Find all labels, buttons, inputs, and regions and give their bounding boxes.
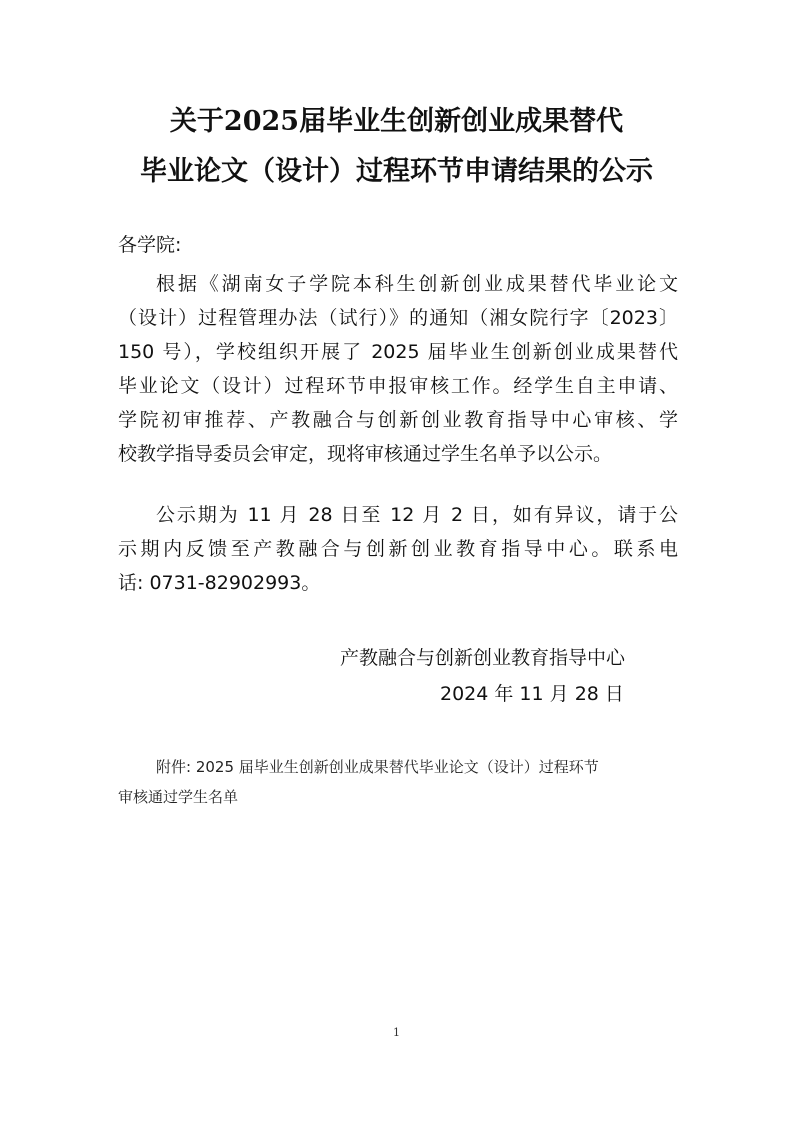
paragraph-2-line: 公示期为 11 月 28 日至 12 月 2 日，如有异议，请于公 [156, 504, 678, 526]
attachment-line: 审核通过学生名单 [118, 788, 239, 806]
document-title-line-1: 关于2025届毕业生创新创业成果替代 [169, 106, 624, 137]
document-title-line-2: 毕业论文（设计）过程环节申请结果的公示 [140, 156, 653, 187]
attachment-note [118, 752, 678, 812]
paragraph-1-line: 根据《湖南女子学院本科生创新创业成果替代毕业论文 [156, 273, 678, 295]
paragraph-2-line: 示期内反馈至产教融合与创新创业教育指导中心。联系电 [118, 538, 678, 560]
paragraph-1-line: 学院初审推荐、产教融合与创新创业教育指导中心审核、学 [118, 409, 678, 431]
page-number: 1 [393, 1026, 400, 1039]
signature-block [340, 640, 670, 712]
paragraph-1-line: 校教学指导委员会审定，现将审核通过学生名单予以公示。 [118, 443, 613, 465]
paragraph-2-line: 话: 0731-82902993。 [118, 572, 321, 594]
paragraph-1-line: 毕业论文（设计）过程环节申报审核工作。经学生自主申请、 [118, 375, 678, 397]
salutation: 各学院: [118, 234, 182, 256]
signature-organization: 产教融合与创新创业教育指导中心 [340, 647, 626, 669]
paragraph-1 [118, 267, 678, 471]
paragraph-2 [118, 498, 678, 600]
paragraph-1-line: 150 号），学校组织开展了 2025 届毕业生创新创业成果替代 [118, 341, 678, 363]
paragraph-1-line: （设计）过程管理办法（试行）》的通知（湘女院行字〔2023〕 [118, 307, 678, 329]
attachment-line: 附件: 2025 届毕业生创新创业成果替代毕业论文（设计）过程环节 [156, 758, 599, 776]
signature-date: 2024 年 11 月 28 日 [440, 683, 624, 705]
